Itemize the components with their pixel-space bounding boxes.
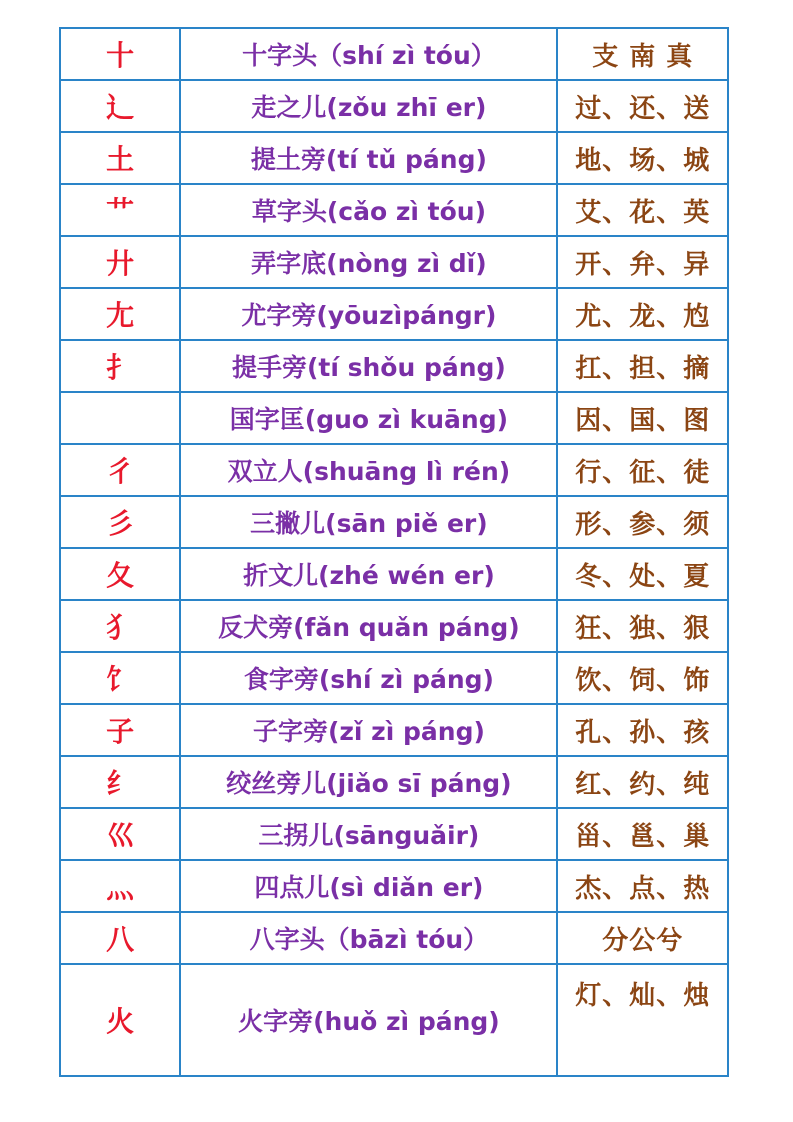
examples-cell: 过、还、送 <box>557 80 728 132</box>
examples-cell: 形、参、须 <box>557 496 728 548</box>
table-row <box>60 548 728 600</box>
radical-name-cell: 子字旁(zǐ zì páng) <box>180 704 557 756</box>
radical-name-cell: 双立人(shuāng lì rén) <box>180 444 557 496</box>
radical-name-cell: 三拐儿(sānguǎir) <box>180 808 557 860</box>
table-row <box>60 704 728 756</box>
radical-cell: 彡 <box>60 496 180 548</box>
radical-cell: 扌 <box>60 340 180 392</box>
radical-cell: 辶 <box>60 80 180 132</box>
examples-cell: 饮、饲、饰 <box>557 652 728 704</box>
table-row <box>60 288 728 340</box>
table-row <box>60 496 728 548</box>
radical-cell: 夂 <box>60 548 180 600</box>
radical-cell: 纟 <box>60 756 180 808</box>
table-row <box>60 808 728 860</box>
radical-name-cell: 走之儿(zǒu zhī er) <box>180 80 557 132</box>
radical-cell: 灬 <box>60 860 180 912</box>
examples-cell: 冬、处、夏 <box>557 548 728 600</box>
table-row <box>60 392 728 444</box>
table-row <box>60 132 728 184</box>
table-row <box>60 80 728 132</box>
table-row <box>60 652 728 704</box>
table-row <box>60 236 728 288</box>
radical-name-cell: 绞丝旁儿(jiǎo sī páng) <box>180 756 557 808</box>
radical-cell: 子 <box>60 704 180 756</box>
radical-cell: 八 <box>60 912 180 964</box>
radical-name-cell: 八字头（bāzì tóu） <box>180 912 557 964</box>
examples-cell: 杰、点、热 <box>557 860 728 912</box>
table-row <box>60 600 728 652</box>
table-row <box>60 340 728 392</box>
radical-cell: 饣 <box>60 652 180 704</box>
table-row <box>60 860 728 912</box>
radical-name-cell: 国字匡(guo zì kuāng) <box>180 392 557 444</box>
examples-cell: 地、场、城 <box>557 132 728 184</box>
radical-cell: 犭 <box>60 600 180 652</box>
examples-cell: 开、弁、异 <box>557 236 728 288</box>
table-row <box>60 184 728 236</box>
radical-name-cell: 弄字底(nòng zì dǐ) <box>180 236 557 288</box>
table-row <box>60 444 728 496</box>
radical-cell <box>60 392 180 444</box>
radical-name-cell: 三撇儿(sān piě er) <box>180 496 557 548</box>
radical-cell: 艹 <box>60 184 180 236</box>
radical-cell: 廾 <box>60 236 180 288</box>
table-row <box>60 912 728 964</box>
examples-cell: 扛、担、摘 <box>557 340 728 392</box>
examples-cell: 分公兮 <box>557 912 728 964</box>
examples-cell: 灯、灿、烛 <box>557 964 728 1076</box>
radical-name-cell: 提手旁(tí shǒu páng) <box>180 340 557 392</box>
table-row <box>60 28 728 80</box>
examples-cell: 尤、龙、尥 <box>557 288 728 340</box>
table-row <box>60 964 728 1076</box>
radical-name-cell: 食字旁(shí zì páng) <box>180 652 557 704</box>
examples-cell: 孔、孙、孩 <box>557 704 728 756</box>
radical-name-cell: 折文儿(zhé wén er) <box>180 548 557 600</box>
radical-name-cell: 十字头（shí zì tóu） <box>180 28 557 80</box>
radical-name-cell: 尤字旁(yōuzìpángr) <box>180 288 557 340</box>
radical-cell: 巛 <box>60 808 180 860</box>
examples-cell: 甾、邕、巢 <box>557 808 728 860</box>
examples-cell: 红、约、纯 <box>557 756 728 808</box>
radical-name-cell: 提土旁(tí tǔ páng) <box>180 132 557 184</box>
radical-name-cell: 四点儿(sì diǎn er) <box>180 860 557 912</box>
radical-table-body <box>60 28 728 1076</box>
examples-cell: 艾、花、英 <box>557 184 728 236</box>
examples-cell: 狂、独、狠 <box>557 600 728 652</box>
radical-name-cell: 火字旁(huǒ zì páng) <box>180 964 557 1076</box>
radical-cell: 尢 <box>60 288 180 340</box>
radical-cell: 彳 <box>60 444 180 496</box>
table-row <box>60 756 728 808</box>
examples-cell: 支 南 真 <box>557 28 728 80</box>
radical-cell: 火 <box>60 964 180 1076</box>
radical-cell: 十 <box>60 28 180 80</box>
radical-name-cell: 草字头(cǎo zì tóu) <box>180 184 557 236</box>
examples-cell: 行、征、徒 <box>557 444 728 496</box>
examples-cell: 因、国、图 <box>557 392 728 444</box>
radical-cell: 土 <box>60 132 180 184</box>
radical-name-cell: 反犬旁(fǎn quǎn páng) <box>180 600 557 652</box>
radical-table <box>59 27 729 1077</box>
